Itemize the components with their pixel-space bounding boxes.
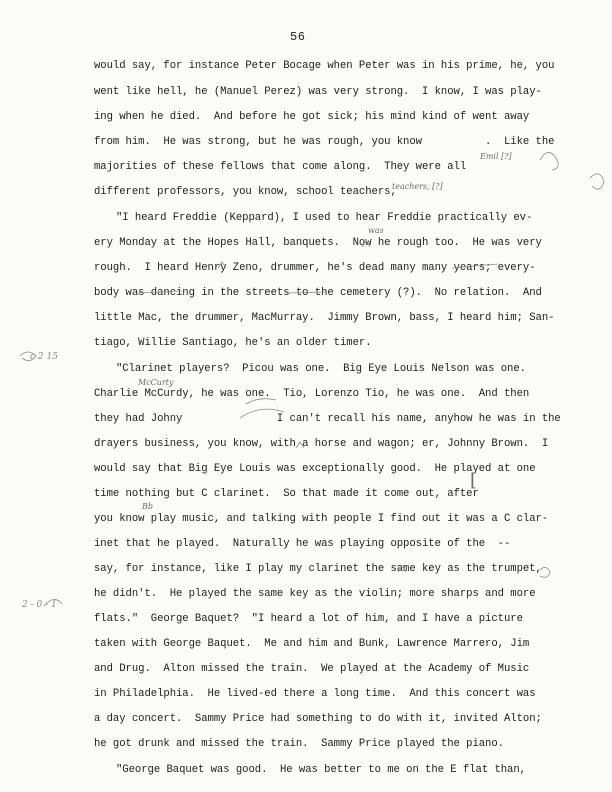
text-line: from him. He was strong, but he was rough, you know . Like the — [94, 136, 555, 148]
handwritten-annotation: [ — [470, 470, 478, 491]
handwritten-annotation: Emil [?] — [480, 152, 512, 161]
handwritten-annotation: Bb — [142, 502, 153, 511]
handwritten-annotation: McCurty — [138, 378, 174, 387]
text-line: Charlie McCurdy, he was one. Tio, Lorenzo Tio, he was one. And then — [94, 388, 530, 400]
text-line: he didn't. He played the same key as the violin; more sharps and more — [94, 588, 536, 600]
text-line: different professors, you know, school teachers, — [94, 186, 397, 198]
text-line: "George Baquet was good. He was better to me on the E flat than, — [116, 764, 526, 776]
text-line: say, for instance, like I play my clarinet the same key as the trumpet, — [94, 563, 542, 575]
text-line: a day concert. Sammy Price had something to do with it, invited Alton; — [94, 713, 542, 725]
margin-note: c 2 15 — [30, 352, 58, 362]
text-line: inet that he played. Naturally he was playing opposite of the -- — [94, 538, 511, 550]
text-line: would say, for instance Peter Bocage when Peter was in his prime, he, you — [94, 60, 555, 72]
text-line: went like hell, he (Manuel Perez) was very strong. I know, I was play- — [94, 86, 542, 98]
text-line: majorities of these fellows that come along. They were all — [94, 161, 467, 173]
text-line: flats." George Baquet? "I heard a lot of him, and I have a picture — [94, 613, 523, 625]
text-line: body was dancing in the streets to the cemetery (?). No relation. And — [94, 287, 542, 299]
text-line: time nothing but C clarinet. So that made it come out, after — [94, 488, 479, 500]
text-line: tiago, Willie Santiago, he's an older timer. — [94, 337, 372, 349]
text-line: and Drug. Alton missed the train. We played at the Academy of Music — [94, 663, 530, 675]
handwritten-annotation: teachers, [?] — [392, 182, 443, 191]
text-line: you know play music, and talking with people I find out it was a C clar- — [94, 513, 549, 525]
text-line: taken with George Baquet. Me and him and Bunk, Lawrence Marrero, Jim — [94, 638, 530, 650]
text-line: drayers business, you know, with a horse and wagon; er, Johnny Brown. I — [94, 438, 549, 450]
text-line: rough. I heard Henry Zeno, drummer, he's dead many many years; every- — [94, 262, 536, 274]
text-line: he got drunk and missed the train. Sammy Price played the piano. — [94, 738, 504, 750]
page-number: 56 — [290, 30, 306, 44]
text-line: they had Johny I can't recall his name, anyhow he was in the — [94, 413, 561, 425]
text-line: ery Monday at the Hopes Hall, banquets. Now he rough too. He was very — [94, 237, 542, 249]
text-line: "I heard Freddie (Keppard), I used to hear Freddie practically ev- — [116, 212, 533, 224]
text-line: in Philadelphia. He lived-ed there a long time. And this concert was — [94, 688, 536, 700]
handwritten-annotation: was — [368, 226, 384, 235]
margin-note: 2 - 0 - 1 — [22, 600, 57, 610]
text-line: little Mac, the drummer, MacMurray. Jimmy Brown, bass, I heard him; San- — [94, 312, 555, 324]
text-line: "Clarinet players? Picou was one. Big Eye Louis Nelson was one. — [116, 363, 526, 375]
text-line: ing when he died. And before he got sick; his mind kind of went away — [94, 111, 530, 123]
text-line: would say that Big Eye Louis was exceptionally good. He played at one — [94, 463, 536, 475]
